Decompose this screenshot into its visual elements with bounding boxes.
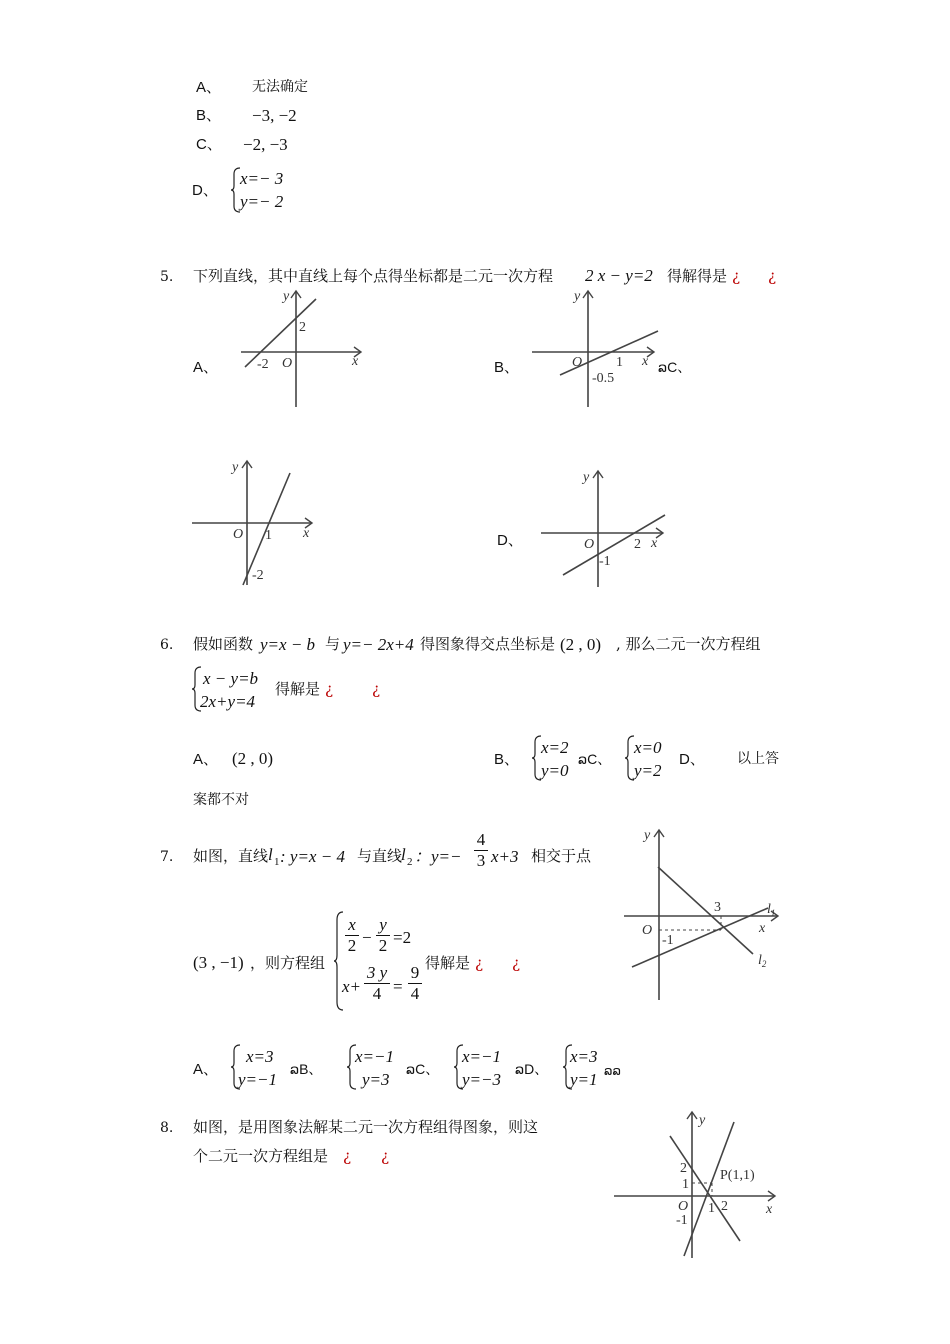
option-c-label: ລC、: [658, 359, 692, 375]
system-line-1: x − y=b: [203, 669, 259, 688]
answer-blank-close: ¿: [381, 1147, 390, 1165]
origin-label: O: [642, 923, 653, 938]
x-tick-label: 1: [708, 1201, 715, 1216]
option-c-line1: x=0: [634, 738, 662, 757]
system-line-2: 2x+y=4: [200, 692, 256, 711]
x-intercept-label: 2: [634, 537, 641, 552]
option-b-label: B、: [196, 107, 222, 124]
option-a-text: 无法确定: [252, 79, 308, 95]
minus-sign: −: [362, 928, 372, 947]
axis-y-label: y: [574, 289, 581, 304]
answer-blank-open: ¿: [475, 954, 484, 972]
y-tick-label: 2: [680, 1161, 687, 1176]
x-intercept-label: -2: [257, 357, 269, 372]
graph-a: [235, 285, 370, 410]
graph-d: [537, 465, 672, 590]
option-a-text: (2 , 0): [232, 749, 274, 768]
end-mark: ລລ: [604, 1063, 621, 1078]
question-stem: 相交于点: [531, 847, 592, 865]
intersection-point: (3 , −1): [193, 953, 244, 972]
axis-y-label: y: [232, 460, 239, 475]
equation-1: y=x − b: [260, 635, 316, 654]
origin-label: O: [233, 527, 244, 542]
question-number: 6.: [160, 637, 174, 653]
option-b-label: B、: [494, 751, 520, 768]
option-d-line2: y=1: [570, 1070, 598, 1089]
option-d-line1: x=− 3: [240, 169, 284, 188]
axis-x-label: x: [352, 354, 359, 369]
x-tick-label: 2: [721, 1199, 728, 1214]
line-l2-subscript: 2: [407, 856, 413, 868]
axis-x-label: x: [651, 536, 658, 551]
y-intercept-label: -2: [252, 568, 264, 583]
question-stem: , 那么二元一次方程组: [616, 635, 761, 653]
answer-blank-open: ¿: [732, 267, 741, 285]
fraction: $\frac{x}{2}$: [345, 915, 359, 956]
graph-b: [528, 285, 663, 410]
origin-label: O: [584, 537, 595, 552]
option-c-text: −2, −3: [243, 135, 288, 154]
option-b-label: ລB、: [290, 1061, 323, 1077]
option-c-line2: y=−3: [462, 1070, 501, 1089]
question-stem: 与直线: [357, 847, 403, 865]
origin-label: O: [282, 356, 293, 371]
answer-blank-close: ¿: [512, 954, 521, 972]
axis-y-label: y: [644, 828, 651, 843]
option-c-line1: x=−1: [462, 1047, 501, 1066]
line-l1-name: l: [268, 845, 273, 864]
question-number: 8.: [160, 1120, 174, 1136]
question-stem: ，则方程组: [250, 954, 326, 972]
option-c-label: ລC、: [406, 1061, 440, 1077]
origin-label: O: [572, 355, 583, 370]
question-stem: 个二元一次方程组是: [193, 1147, 329, 1165]
graph-c: [186, 455, 321, 590]
axis-y-label: y: [283, 289, 290, 304]
line-l2-equation: x+3: [491, 847, 519, 866]
fraction: $\frac{3 y}{4}$: [364, 963, 390, 1004]
axis-x-label: x: [759, 921, 766, 936]
question-stem: 得解得是: [667, 267, 728, 285]
y-intercept-label: -0.5: [592, 371, 615, 386]
question-stem: 与: [325, 635, 341, 653]
x-intercept-label: 1: [616, 355, 623, 370]
option-d-text-continued: 案都不对: [193, 792, 249, 808]
option-b-line2: y=0: [541, 761, 569, 780]
axis-x-label: x: [303, 526, 310, 541]
option-c-line2: y=2: [634, 761, 662, 780]
option-d-line2: y=− 2: [240, 192, 284, 211]
answer-blank-open: ¿: [343, 1147, 352, 1165]
axis-x-label: x: [766, 1202, 773, 1217]
question-number: 5.: [160, 269, 174, 285]
axis-y-label: y: [583, 470, 590, 485]
option-b-line1: x=2: [541, 738, 569, 757]
option-d-text: 以上答: [737, 751, 779, 767]
question-equation: 2 x − y=2: [585, 266, 653, 285]
option-c-label: ລC、: [578, 751, 612, 767]
equation-2: y=− 2x+4: [343, 635, 414, 654]
question-stem: 得图象得交点坐标是: [420, 635, 556, 653]
line-l2-name: l: [401, 845, 406, 864]
system-line-2: x+: [342, 977, 362, 996]
axis-y-label: y: [699, 1113, 706, 1128]
x-tick-label: 3: [714, 900, 721, 915]
option-b-line2: y=3: [362, 1070, 390, 1089]
question-stem: 假如函数: [193, 635, 254, 653]
y-tick-label: 1: [682, 1177, 689, 1192]
option-a-label: A、: [196, 79, 222, 96]
line-l1-equation: : y=x − 4: [280, 847, 345, 866]
question-stem: 如图，是用图象法解某二元一次方程组得图象，则这: [193, 1118, 539, 1136]
answer-blank-open: ¿: [325, 680, 334, 698]
fraction: $\frac{9}{4}$: [408, 963, 422, 1004]
line-l2-equation: ：y=−: [414, 847, 462, 866]
option-b-label: B、: [494, 359, 520, 376]
option-d-line1: x=3: [570, 1047, 598, 1066]
question-stem: 下列直线，其中直线上每个点得坐标都是二元一次方程: [193, 267, 554, 285]
question-stem: 得解是: [425, 954, 471, 972]
option-d-label: D、: [679, 751, 705, 768]
question-stem: 得解是: [275, 680, 321, 698]
option-b-text: −3, −2: [252, 106, 297, 125]
origin-label: O: [678, 1199, 689, 1214]
option-c-label: C、: [196, 136, 222, 153]
line-label-l1: $l_1$: [767, 902, 776, 918]
line-label-l2: $l_2$: [758, 953, 767, 969]
y-tick-label: -1: [662, 933, 674, 948]
graph-q7: [618, 822, 788, 1002]
fraction: $\frac{y}{2}$: [376, 915, 390, 956]
equals-sign: =: [393, 977, 403, 996]
y-intercept-label: 2: [299, 320, 306, 335]
x-intercept-label: 1: [265, 528, 272, 543]
point-p-label: P(1,1): [720, 1168, 755, 1183]
brace-icon: [333, 910, 345, 1012]
option-a-line2: y=−1: [238, 1070, 277, 1089]
option-a-line1: x=3: [246, 1047, 274, 1066]
option-d-label: D、: [192, 182, 218, 199]
y-intercept-label: -1: [599, 554, 611, 569]
answer-blank-close: ¿: [372, 680, 381, 698]
option-a-label: A、: [193, 1061, 219, 1078]
line-l1-subscript: 1: [274, 856, 280, 868]
option-d-label: ລD、: [515, 1061, 549, 1077]
axis-x-label: x: [642, 354, 649, 369]
option-b-line1: x=−1: [355, 1047, 394, 1066]
y-tick-label: -1: [676, 1213, 688, 1228]
graph-q8: [610, 1106, 785, 1261]
option-a-label: A、: [193, 359, 219, 376]
answer-blank-close: ¿: [768, 267, 777, 285]
option-d-label: D、: [497, 532, 523, 549]
option-a-label: A、: [193, 751, 219, 768]
question-stem: 如图，直线: [193, 847, 269, 865]
intersection-point: (2 , 0): [560, 635, 602, 654]
system-rhs: =2: [393, 928, 412, 947]
question-number: 7.: [160, 849, 174, 865]
fraction: $\frac{4}{3}$: [474, 830, 488, 871]
